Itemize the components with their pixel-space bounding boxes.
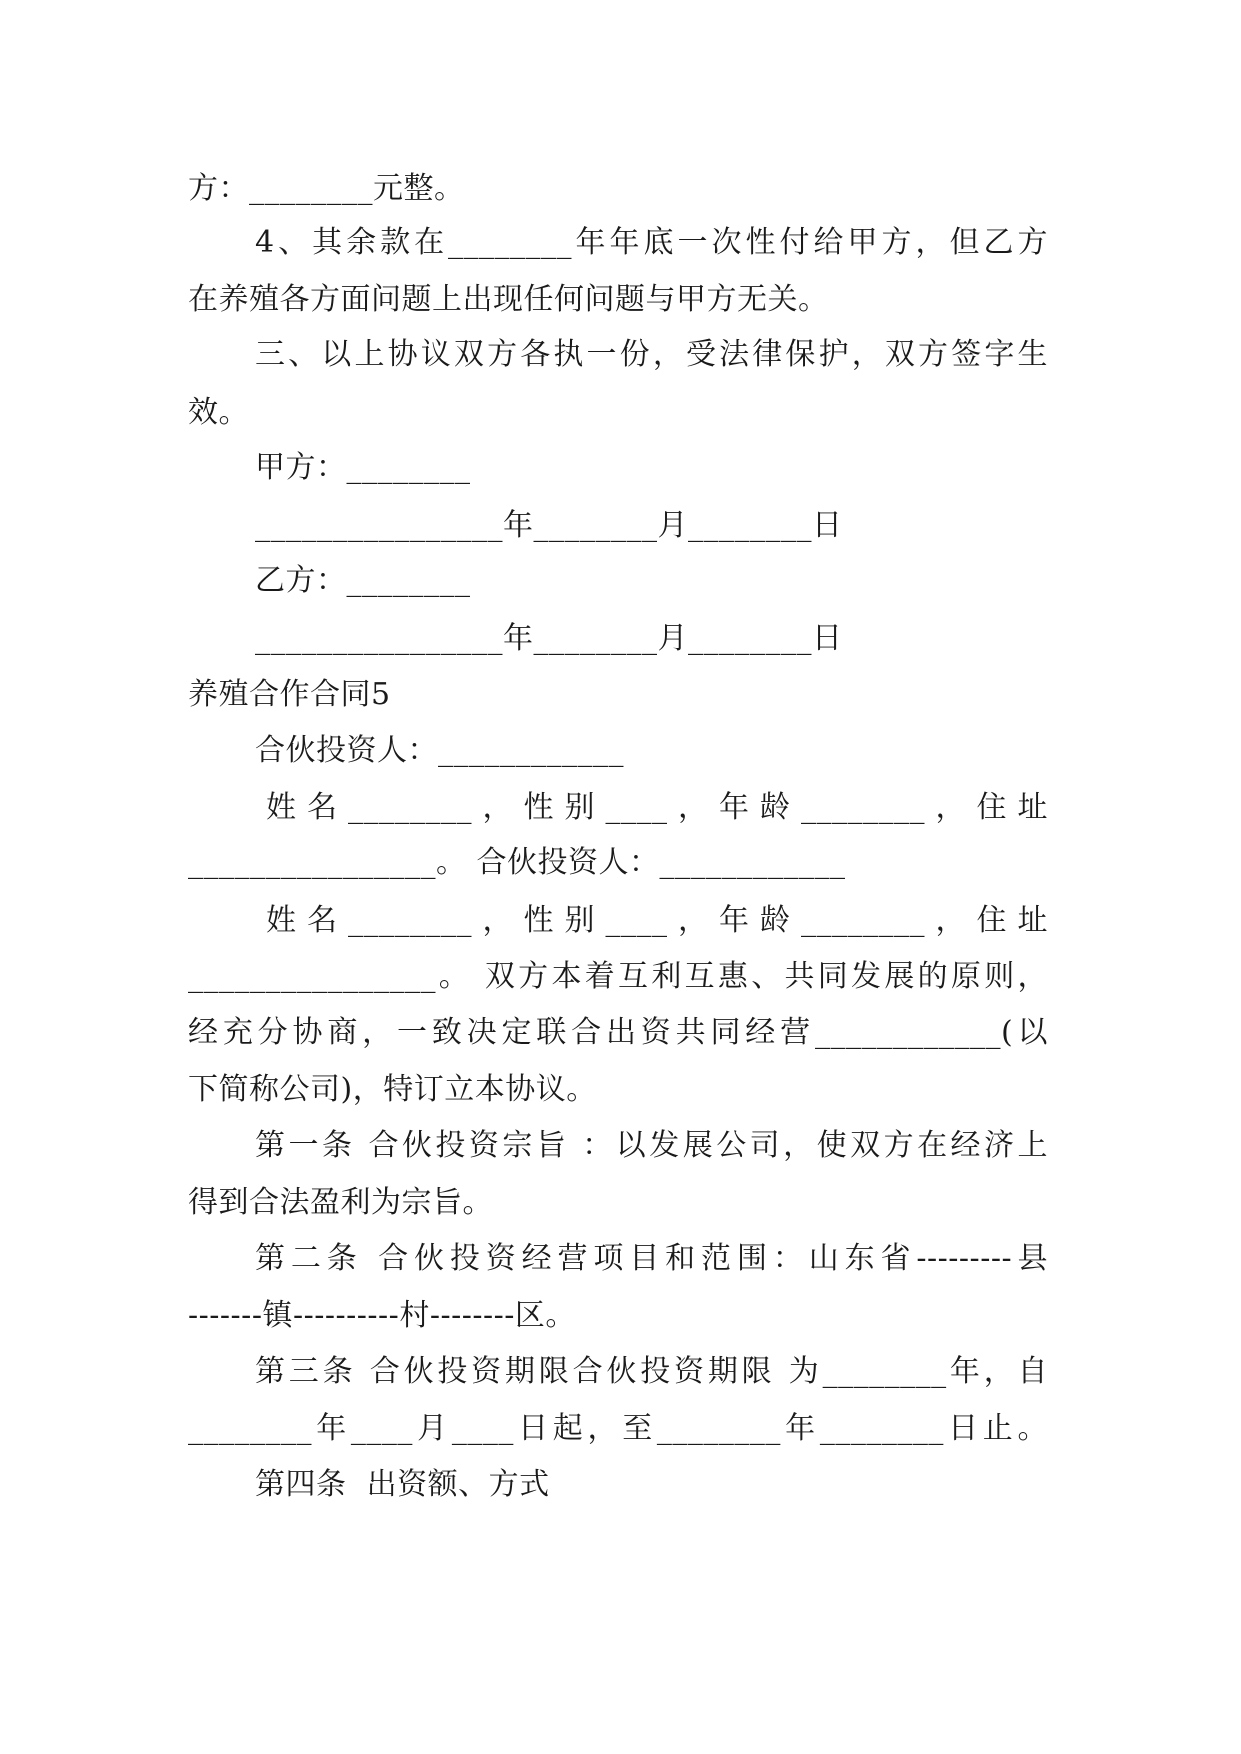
party-b-date: ________________年________月________日 <box>255 621 843 656</box>
party-b-label: 乙方：________ <box>255 563 471 598</box>
text-line-11: 合伙投资人：____________ <box>255 733 624 768</box>
article-1: 第一条 合伙投资宗旨 ：以发展公司，使双方在经济上 <box>255 1128 1048 1163</box>
text-line-17: 下简称公司)，特订立本协议。 <box>188 1072 597 1107</box>
text-line-2: 4、其余款在________年年底一次性付给甲方，但乙方 <box>255 225 1048 260</box>
article-4: 第四条 出资额、方式 <box>255 1467 550 1502</box>
text-line-23: ________年____月____日起，至________年________日止。 <box>188 1411 1048 1446</box>
party-a-label: 甲方：________ <box>255 450 471 485</box>
article-2: 第二条 合伙投资经营项目和范围：山东省---------县 <box>255 1241 1048 1276</box>
text-line-16: 经充分协商，一致决定联合出资共同经营____________(以 <box>188 1015 1048 1050</box>
text-line-1: 方：________元整。 <box>188 171 465 206</box>
party-a-date: ________________年________月________日 <box>255 508 843 543</box>
text-line-4: 三、以上协议双方各执一份，受法律保护，双方签字生 <box>255 337 1048 372</box>
text-line-5: 效。 <box>188 395 249 430</box>
text-line-14: 姓名________，性别____，年龄________，住址 <box>266 903 1048 938</box>
text-line-19: 得到合法盈利为宗旨。 <box>188 1185 493 1220</box>
text-line-13: ________________。 合伙投资人：____________ <box>188 845 846 880</box>
article-3: 第三条 合伙投资期限合伙投资期限 为________年，自 <box>255 1354 1048 1389</box>
section-title: 养殖合作合同5 <box>188 677 391 712</box>
text-line-3: 在养殖各方面问题上出现任何问题与甲方无关。 <box>188 282 829 317</box>
text-line-15: ________________。 双方本着互利互惠、共同发展的原则， <box>188 959 1048 994</box>
text-line-21: -------镇----------村--------区。 <box>188 1298 576 1333</box>
text-line-12: 姓名________，性别____，年龄________，住址 <box>266 790 1048 825</box>
